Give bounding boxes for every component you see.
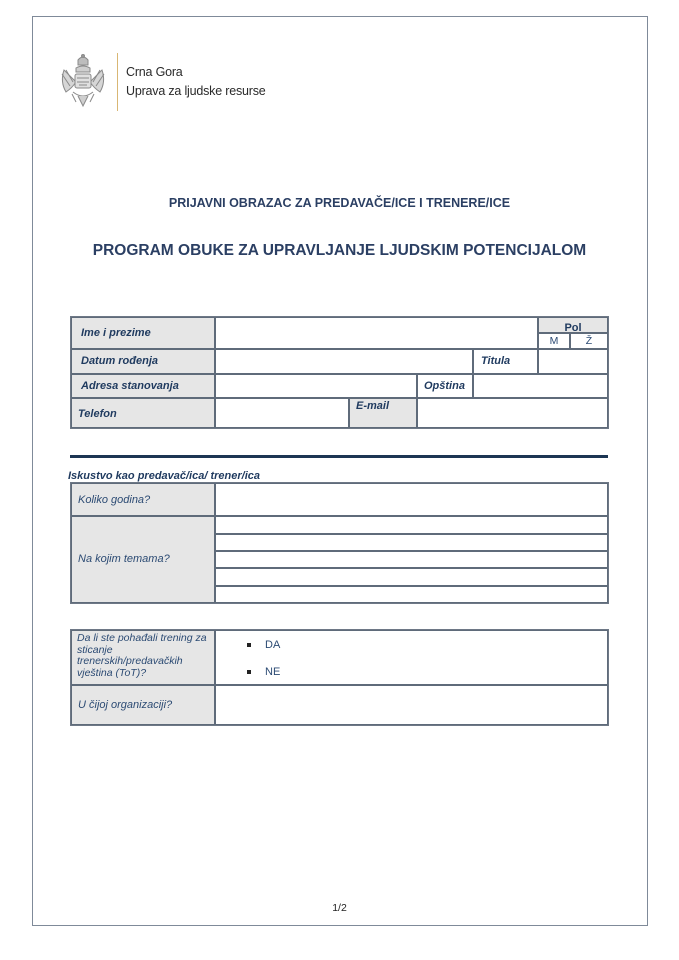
tot-label-cell	[71, 630, 215, 685]
topic-field-4[interactable]	[215, 568, 608, 586]
title-field[interactable]	[538, 349, 608, 374]
name-label-cell	[71, 317, 215, 349]
org-field[interactable]	[215, 685, 608, 725]
form-subtitle: PRIJAVNI OBRAZAC ZA PREDAVAČE/ICE I TRENERE/ICE	[168, 196, 511, 210]
email-label-cell	[349, 398, 417, 428]
topics-label-cell	[71, 516, 215, 603]
dob-field[interactable]	[215, 349, 473, 374]
topic-field-1[interactable]	[215, 516, 608, 534]
municipality-label: Opština	[424, 380, 465, 392]
phone-label: Telefon	[78, 408, 117, 420]
address-field[interactable]	[215, 374, 417, 398]
org-agency: Uprava za ljudske resurse	[126, 84, 266, 98]
municipality-field[interactable]	[473, 374, 608, 398]
option-da-label: DA	[265, 639, 281, 651]
org-label: U čijoj organizaciji?	[78, 699, 173, 711]
header-divider	[117, 53, 118, 111]
email-label: E-mail	[356, 400, 390, 412]
years-field[interactable]	[215, 483, 608, 516]
organization-name	[126, 63, 266, 101]
years-label: Koliko godina?	[78, 494, 151, 506]
org-label-cell	[71, 685, 215, 725]
topic-field-2[interactable]	[215, 534, 608, 551]
gender-header-cell	[538, 317, 608, 333]
address-label-cell	[71, 374, 215, 398]
phone-field[interactable]	[215, 398, 349, 428]
option-ne[interactable]	[247, 666, 280, 678]
tot-label: Da li ste pohađali trening za sticanje trenerskih/predavačkih vještina (ToT)?	[77, 632, 207, 679]
bullet-icon	[247, 670, 251, 674]
page-number: 1/2	[332, 902, 347, 914]
name-label: Ime i prezime	[81, 327, 151, 339]
years-label-cell	[71, 483, 215, 516]
experience-section-title: Iskustvo kao predavač/ica/ trener/ica	[68, 470, 260, 482]
section-divider	[70, 455, 608, 458]
title-label: Titula	[481, 355, 511, 367]
gender-label: Pol	[564, 322, 582, 334]
org-country: Crna Gora	[126, 65, 183, 79]
title-label-cell	[473, 349, 538, 374]
phone-label-cell	[71, 398, 215, 428]
dob-label-cell	[71, 349, 215, 374]
municipality-label-cell	[417, 374, 473, 398]
topic-field-3[interactable]	[215, 551, 608, 568]
dob-label: Datum rođenja	[81, 355, 159, 367]
coat-of-arms-icon	[58, 52, 108, 112]
topic-field-5[interactable]	[215, 586, 608, 603]
option-ne-label: NE	[265, 666, 281, 678]
bullet-icon	[247, 643, 251, 647]
gender-option-m[interactable]: M	[538, 333, 570, 349]
email-field[interactable]	[417, 398, 608, 428]
tot-options-cell	[215, 630, 608, 685]
gender-option-z[interactable]: Ž	[570, 333, 608, 349]
address-label: Adresa stanovanja	[81, 380, 179, 392]
option-da[interactable]	[247, 639, 280, 651]
form-title: PROGRAM OBUKE ZA UPRAVLJANJE LJUDSKIM POTENCIJALOM	[92, 242, 587, 259]
topics-label: Na kojim temama?	[78, 553, 170, 565]
name-field[interactable]	[215, 317, 538, 349]
